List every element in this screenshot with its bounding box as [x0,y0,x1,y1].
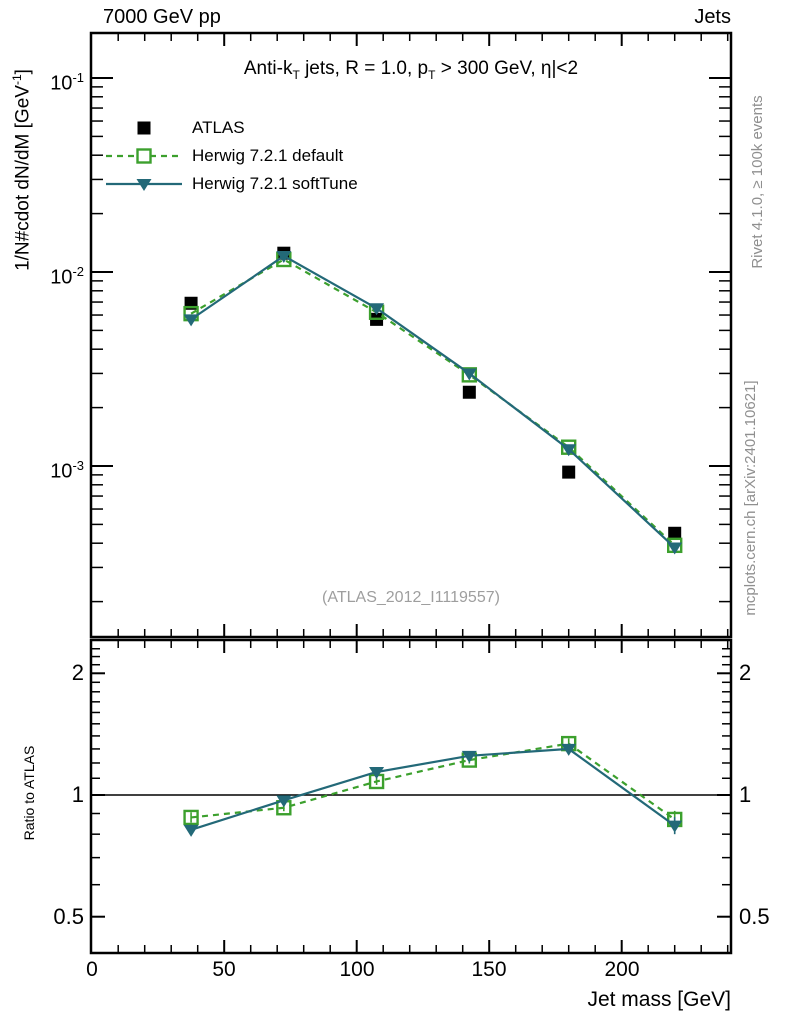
y-axis-title-sup: -1 [10,74,24,86]
title-sub-T: T [292,67,300,82]
ytick-exp: -1 [72,70,84,85]
series-herwig-7-2-1-softtune [184,251,683,555]
xtick-50: 50 [212,958,236,981]
legend-item-herwig-softtune [104,170,358,198]
ytick-exp: -2 [72,264,84,279]
ytick-base: 10 [50,266,73,289]
legend-item-atlas [104,114,245,142]
ratio-ytick-1-left: 1 [71,782,84,807]
panel-title [91,58,731,82]
ratio-ytick-2-right: 2 [739,660,752,685]
ytick-base: 10 [50,72,73,95]
beam-label: 7000 GeV pp [103,6,221,28]
analysis-group-label: Jets [694,6,731,28]
ratio-ytick-05-right: 0.5 [739,904,770,929]
xtick-100: 100 [339,958,375,981]
ytick-1e-2 [26,260,84,290]
ratio-ytick-05-left: 0.5 [53,904,84,929]
xtick-150: 150 [471,958,507,981]
y-axis-title-text: 1/N#cdot dN/dM [GeV [12,85,34,271]
ratio-axis-title: Ratio to ATLAS [21,745,37,841]
ratio-ytick-2-left: 2 [71,660,84,685]
title-part: Anti-k [243,58,293,79]
series-herwig-7-2-1-default [185,737,682,828]
y-axis-title-text: ] [12,69,34,75]
herwig-default-marker-icon [104,145,184,167]
legend-label-atlas: ATLAS [192,118,245,137]
mcplots-arxiv-note: mcplots.cern.ch [arXiv:2401.10621] [742,380,759,616]
ytick-base: 10 [50,460,73,483]
legend-label-herwig-default: Herwig 7.2.1 default [192,146,344,165]
title-part: > 300 GeV, η|<2 [435,58,579,79]
herwig-softtune-marker-icon [104,173,184,195]
y-axis-title [10,20,34,320]
ytick-1e-3 [26,454,84,484]
title-sub-T: T [428,67,436,82]
x-axis-title: Jet mass [GeV] [587,988,731,1011]
atlas-marker-icon [104,117,184,139]
rivet-version-note: Rivet 4.1.0, ≥ 100k events [749,95,766,269]
series-atlas [185,247,682,540]
series-herwig-7-2-1-default [185,253,682,552]
ytick-1e-1 [26,66,84,96]
series-herwig-7-2-1-softtune [184,744,683,837]
xtick-200: 200 [604,958,640,981]
analysis-id-watermark: (ATLAS_2012_I1119557) [322,589,500,606]
ytick-exp: -3 [72,458,84,473]
legend-label-herwig-softtune: Herwig 7.2.1 softTune [192,174,358,193]
xtick-0: 0 [86,958,98,981]
ratio-ytick-1-right: 1 [739,782,752,807]
legend-item-herwig-default [104,142,343,170]
title-part: jets, R = 1.0, p [299,58,429,79]
